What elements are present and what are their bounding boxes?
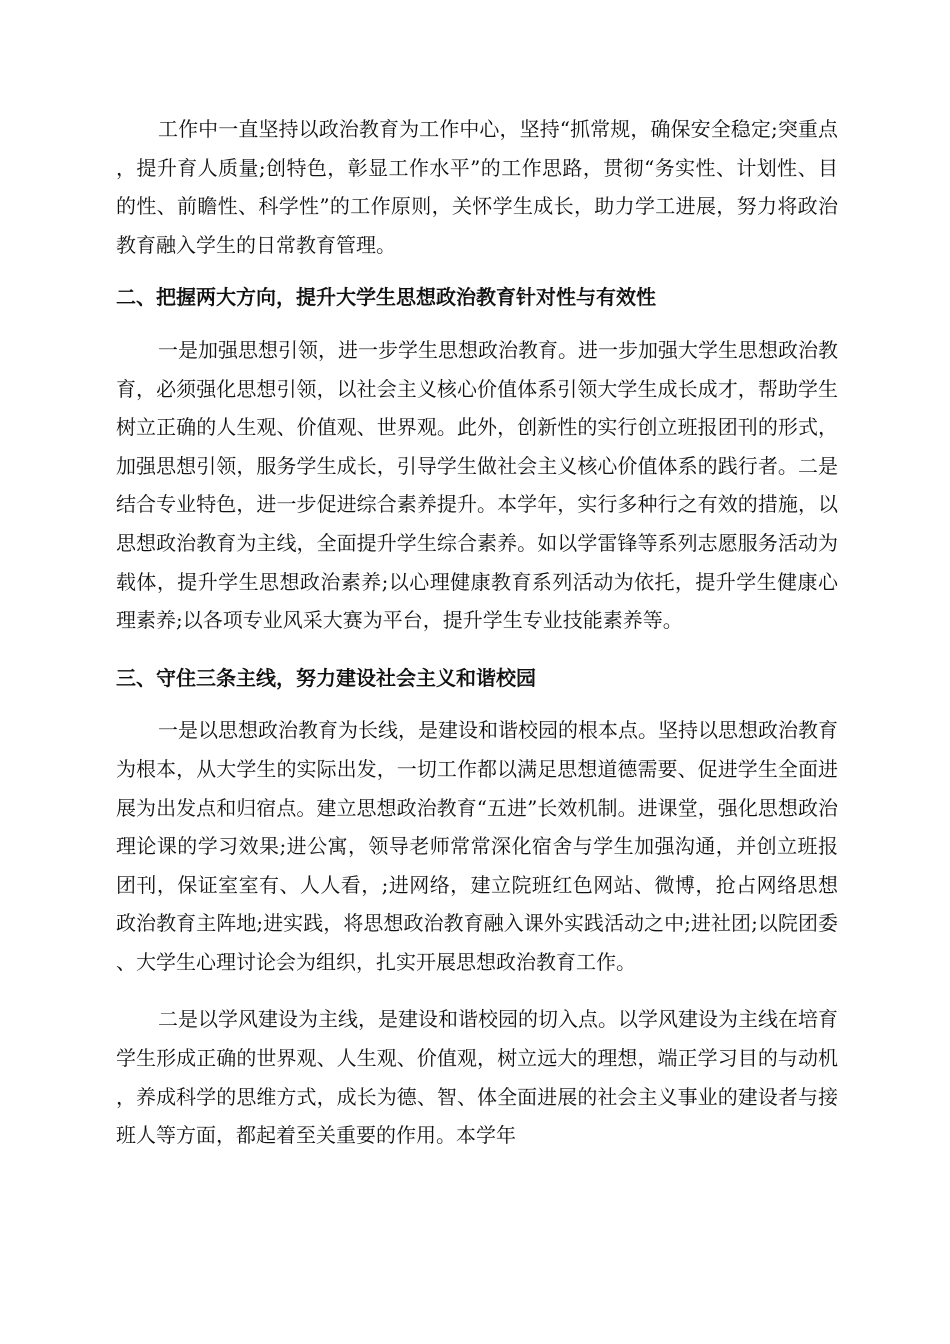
paragraph-work-principles: 工作中一直坚持以政治教育为工作中心，坚持“抓常规，确保安全稳定;突重点，提升育人质量;创特色，彰显工作水平”的工作思路，贯彻“务实性、计划性、目的性、前瞻性、科学性”的工作原则，关怀学生成长，助力学工进展，努力将政治教育融入学生的日常教育管理。	[116, 117, 838, 257]
paragraph-study-style-main-line: 二是以学风建设为主线，是建设和谐校园的切入点。以学风建设为主线在培育学生形成正确的世界观、人生观、价值观，树立远大的理想，端正学习目的与动机，养成科学的思维方式，成长为德、智、体全面进展的社会主义事业的建设者与接班人等方面，都起着至关重要的作用。本学年	[116, 1007, 838, 1148]
document-body	[116, 110, 838, 1155]
section-heading-three-main-lines: 三、守住三条主线，努力建设社会主义和谐校园	[116, 665, 536, 690]
paragraph-political-education-long-line: 一是以思想政治教育为长线，是建设和谐校园的根本点。坚持以思想政治教育为根本，从大学生的实际出发，一切工作都以满足思想道德需要、促进学生全面进展为出发点和归宿点。建立思想政治教育“五进”长效机制。进课堂，强化思想政治理论课的学习效果;进公寓，领导老师常常深化宿舍与学生加强沟通，并创立班报团刊，保证室室有、人人看，;进网络，建立院班红色网站、微博，抢占网络思想政治教育主阵地;进实践，将思想政治教育融入课外实践活动之中;进社团;以院团委、大学生心理讨论会为组织，扎实开展思想政治教育工作。	[116, 718, 838, 974]
spacer	[116, 981, 838, 1000]
spacer	[116, 264, 838, 278]
spacer	[116, 317, 838, 331]
section-heading-two-directions: 二、把握两大方向，提升大学生思想政治教育针对性与有效性	[116, 285, 656, 310]
spacer	[116, 640, 838, 659]
paragraph-ideological-guidance: 一是加强思想引领，进一步学生思想政治教育。进一步加强大学生思想政治教育，必须强化思想引领，以社会主义核心价值体系引领大学生成长成才，帮助学生树立正确的人生观、价值观、世界观。此外，创新性的实行创立班报团刊的形式，加强思想引领，服务学生成长，引导学生做社会主义核心价值体系的践行者。二是结合专业特色，进一步促进综合素养提升。本学年，实行多种行之有效的措施，以思想政治教育为主线，全面提升学生综合素养。如以学雷锋等系列志愿服务活动为载体，提升学生思想政治素养;以心理健康教育系列活动为依托，提升学生健康心理素养;以各项专业风采大赛为平台，提升学生专业技能素养等。	[116, 337, 838, 633]
spacer	[116, 697, 838, 711]
